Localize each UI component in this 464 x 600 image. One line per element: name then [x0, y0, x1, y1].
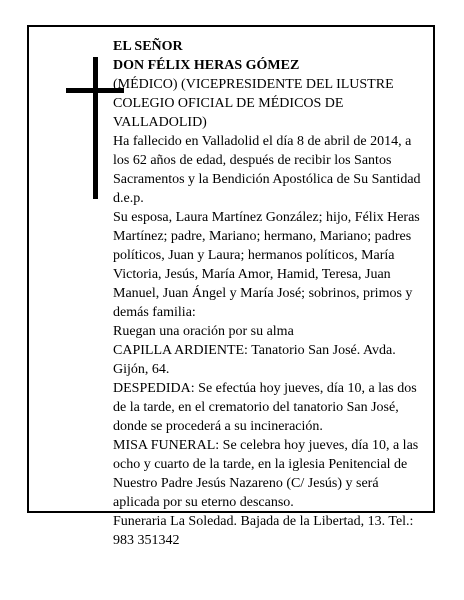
- paragraph-line: Funeraria La Soledad. Bajada de la Libertad, 13. Tel.:: [113, 514, 414, 529]
- paragraph-line: aplicada por su eterno descanso.: [113, 495, 294, 510]
- family-members: [113, 208, 431, 322]
- paragraph-line: d.e.p.: [113, 191, 144, 206]
- paragraph-line: COLEGIO OFICIAL DE MÉDICOS DE: [113, 96, 344, 111]
- paragraph-line: donde se procederá a su incineración.: [113, 419, 323, 434]
- paragraph-line: VALLADOLID): [113, 115, 207, 130]
- deceased-name: DON FÉLIX HERAS GÓMEZ: [113, 58, 300, 73]
- notice-text: [113, 37, 431, 550]
- paragraph-line: los 62 años de edad, después de recibir los Santos: [113, 153, 392, 168]
- paragraph-line: Sacramentos y la Bendición Apostólica de Su Santidad: [113, 172, 421, 187]
- death-announcement: [113, 132, 431, 208]
- obituary-notice: [27, 25, 435, 548]
- paragraph-line: DESPEDIDA: Se efectúa hoy jueves, día 10, a las dos: [113, 381, 417, 396]
- paragraph-line: políticos, Juan y Laura; hermanos políticos, María: [113, 248, 395, 263]
- paragraph-line: Gijón, 64.: [113, 362, 170, 377]
- paragraph-line: Ruegan una oración por su alma: [113, 324, 294, 339]
- paragraph-line: Nuestro Padre Jesús Nazareno (C/ Jesús) y será: [113, 476, 379, 491]
- paragraph-line: ocho y cuarto de la tarde, en la iglesia Penitencial de: [113, 457, 408, 472]
- paragraph-line: MISA FUNERAL: Se celebra hoy jueves, día 10, a las: [113, 438, 419, 453]
- paragraph-line: Ha fallecido en Valladolid el día 8 de abril de 2014, a: [113, 134, 412, 149]
- farewell-details: [113, 379, 431, 436]
- paragraph-line: Victoria, Jesús, María Amor, Hamid, Teresa, Juan: [113, 267, 391, 282]
- paragraph-line: Su esposa, Laura Martínez González; hijo, Félix Heras: [113, 210, 420, 225]
- notice-heading: EL SEÑOR: [113, 39, 183, 54]
- funeral-mass-details: [113, 436, 431, 512]
- paragraph-line: CAPILLA ARDIENTE: Tanatorio San José. Avda.: [113, 343, 396, 358]
- paragraph-line: demás familia:: [113, 305, 196, 320]
- deceased-titles: [113, 75, 431, 132]
- paragraph-line: Manuel, Juan Ángel y María José; sobrinos, primos y: [113, 286, 413, 301]
- wake-details: [113, 341, 431, 379]
- paragraph-line: (MÉDICO) (VICEPRESIDENTE DEL ILUSTRE: [113, 77, 394, 92]
- paragraph-line: Martínez; padre, Mariano; hermano, Mariano; padres: [113, 229, 412, 244]
- paragraph-line: de la tarde, en el crematorio del tanatorio San José,: [113, 400, 399, 415]
- funeral-home-contact: [113, 512, 431, 550]
- prayer-request: [113, 322, 431, 341]
- paragraph-line: 983 351342: [113, 533, 180, 548]
- cross-vertical-bar: [93, 57, 98, 199]
